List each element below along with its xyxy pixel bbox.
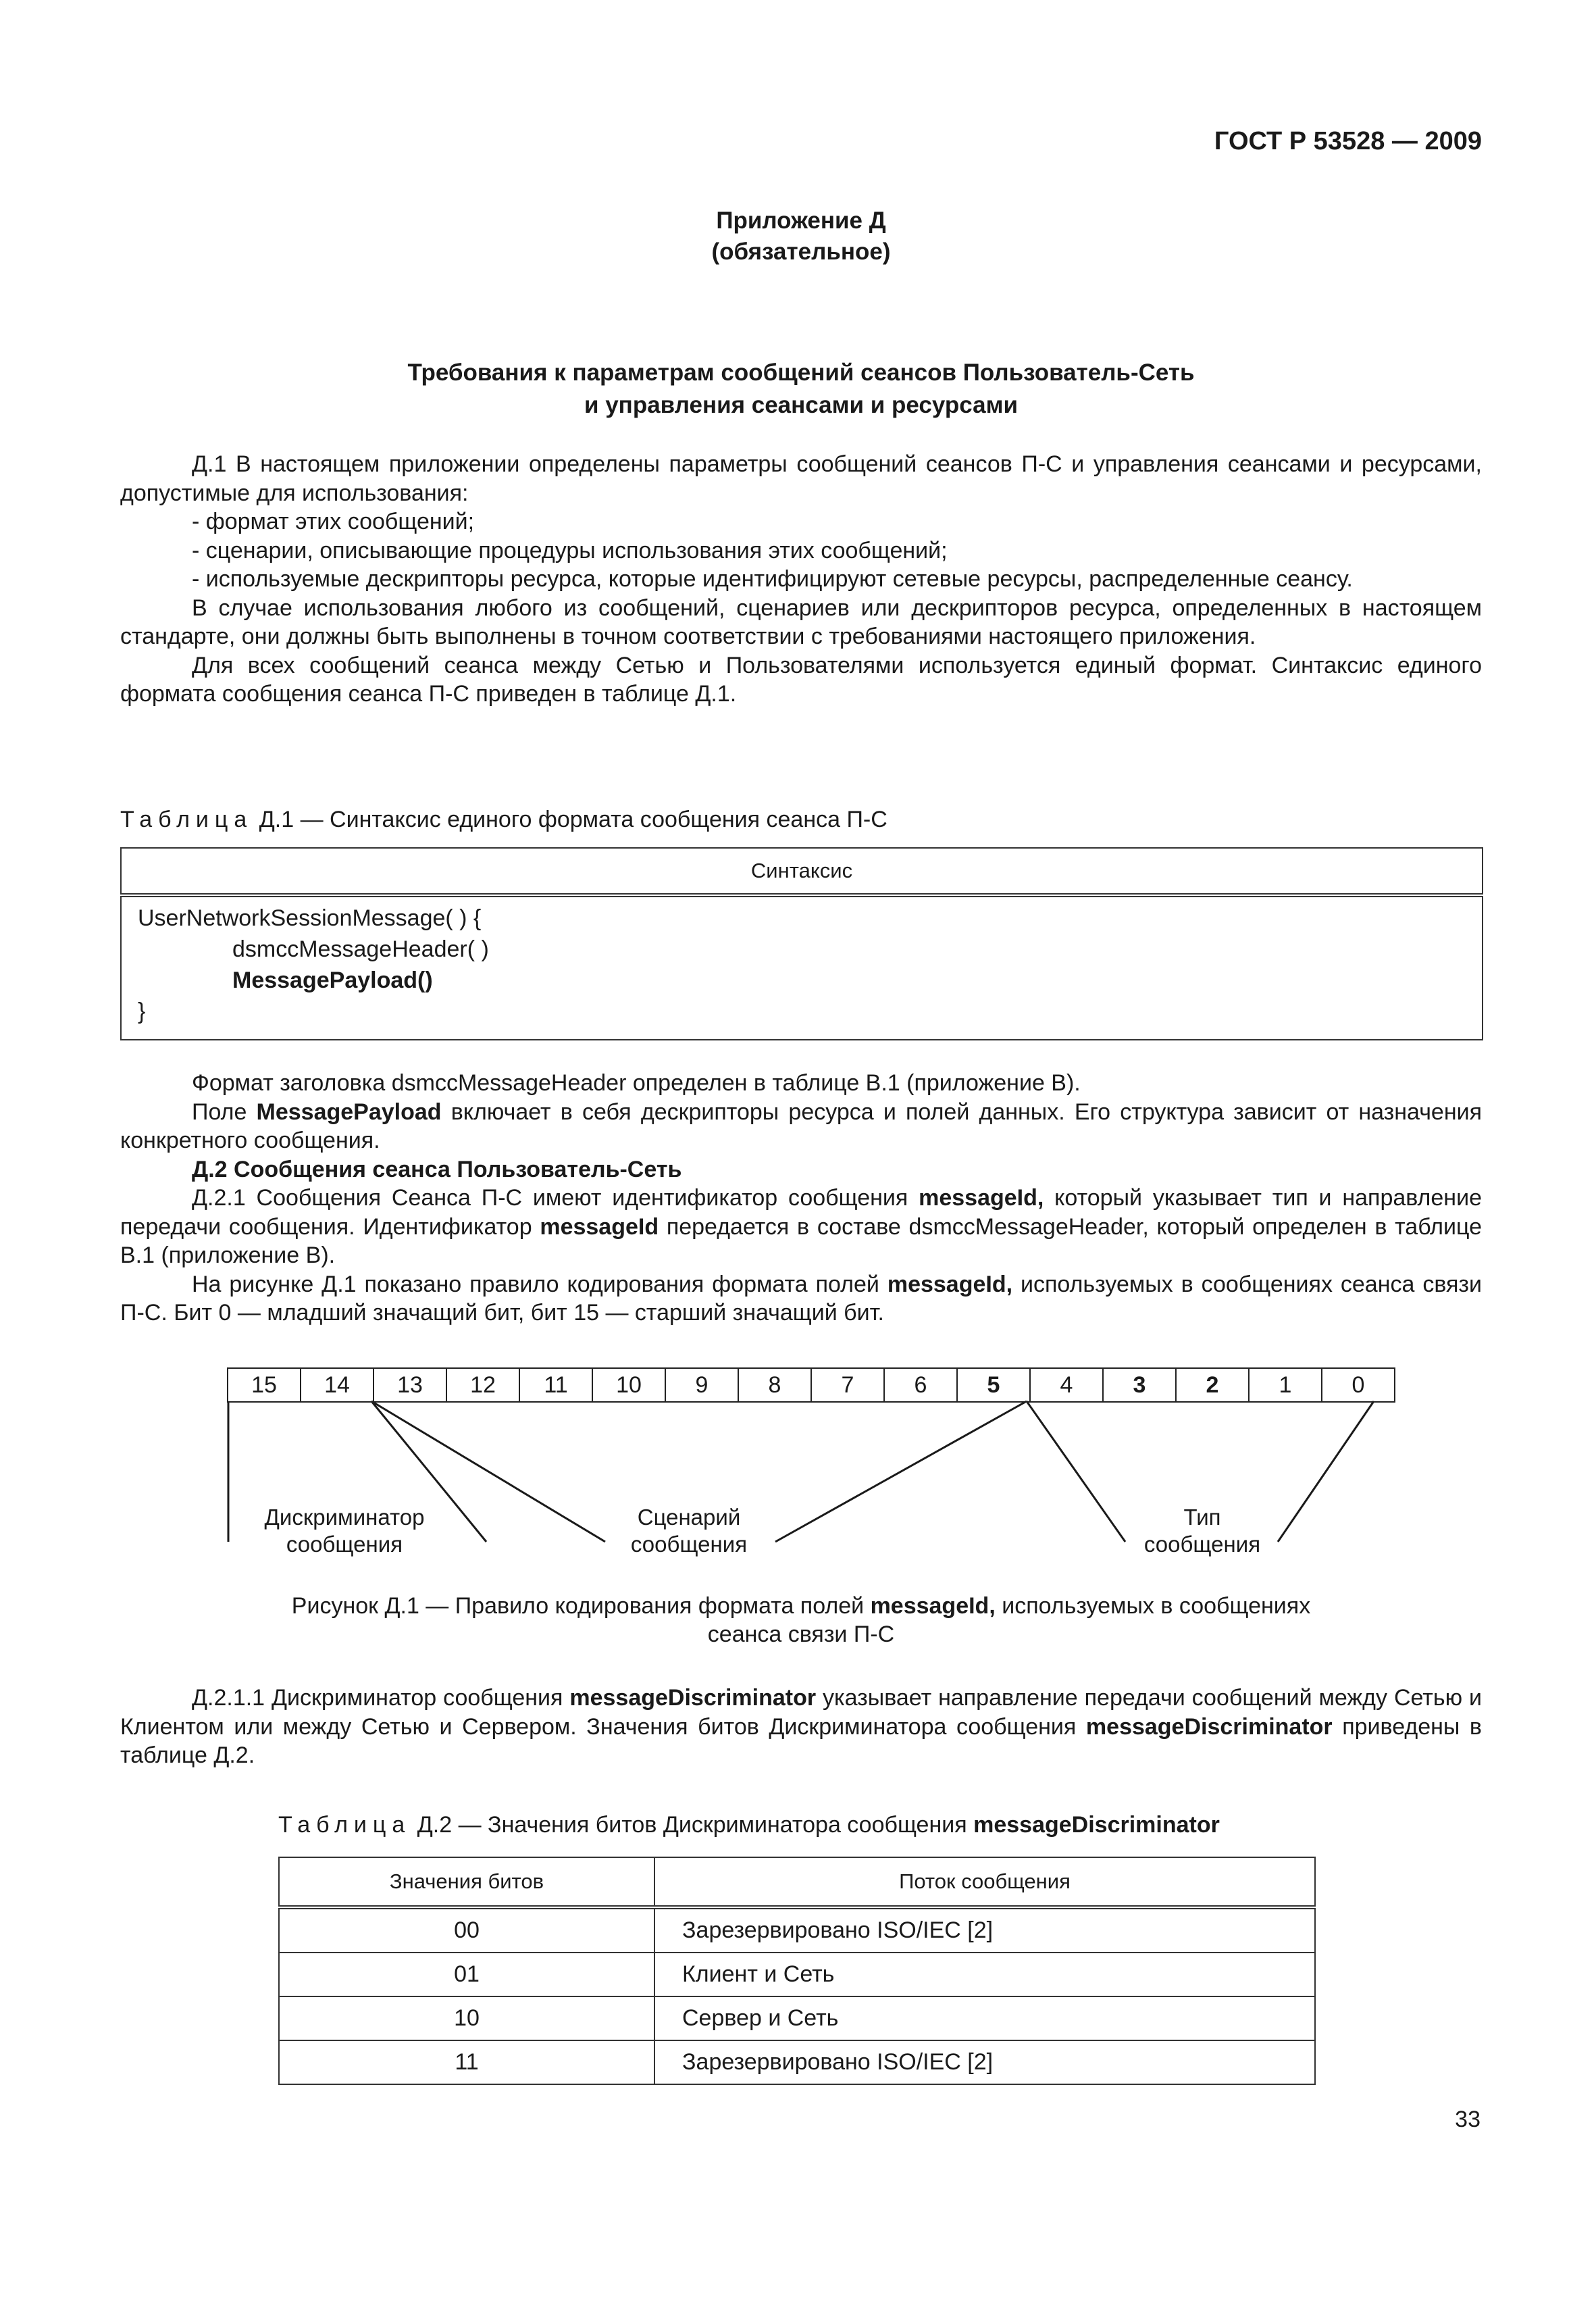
heading-line-1: Требования к параметрам сообщений сеансов Пользователь-Сеть <box>407 359 1195 386</box>
text-run: который указывает тип и направление передачи сообщения. Идентификатор <box>120 1185 1482 1240</box>
bit-cell: 2 <box>1175 1367 1250 1403</box>
table-caption-prefix: Таблица <box>120 807 253 832</box>
section-heading-text: Д.2 Сообщения сеанса Пользователь-Сеть <box>192 1156 682 1182</box>
intro-paragraph-1: Д.1 В настоящем приложении определены параметры сообщений сеансов П-С и управления сеансами и ресурсами, допустимые для использования: <box>120 451 1482 506</box>
bit-cell: 3 <box>1102 1367 1177 1403</box>
label-line: сообщения <box>286 1532 403 1557</box>
table-cell: 10 <box>279 1996 654 2040</box>
text-run: передается в составе dsmccMessageHeader, который определен в таблице В.1 (приложение В). <box>120 1213 1482 1268</box>
document-code: ГОСТ Р 53528 — 2009 <box>1214 127 1482 155</box>
heading-line-2: и управления сеансами и ресурсами <box>584 392 1019 418</box>
label-line: сообщения <box>1143 1532 1261 1557</box>
table2-caption <box>278 1811 1220 1839</box>
text-run: Д.2.1.1 Дискриминатор сообщения <box>192 1685 570 1711</box>
bit-cell: 4 <box>1029 1367 1104 1403</box>
list-item: - сценарии, описывающие процедуры использования этих сообщений; <box>192 537 948 563</box>
label-discriminator <box>243 1504 446 1558</box>
paragraph-header-format: Формат заголовка dsmccMessageHeader определен в таблице В.1 (приложение В). <box>192 1070 1081 1096</box>
table-cell: Клиент и Сеть <box>654 1953 1315 1996</box>
bit-cell: 10 <box>592 1367 666 1403</box>
code-line: UserNetworkSessionMessage( ) { <box>138 905 482 931</box>
text-run: включает в себя дескрипторы ресурса и полей данных. Его структура зависит от назначения конкретного сообщения. <box>120 1099 1482 1153</box>
text-run: Рисунок Д.1 — Правило кодирования формата полей <box>291 1593 871 1619</box>
annex-status: (обязательное) <box>711 238 891 265</box>
bit-cell: 5 <box>956 1367 1031 1403</box>
bit-cell: 8 <box>738 1367 812 1403</box>
text-run: На рисунке Д.1 показано правило кодирования формата полей <box>192 1271 887 1297</box>
bit-cell: 15 <box>227 1367 301 1403</box>
code-line-bold: MessagePayload() <box>232 967 433 993</box>
label-line: сообщения <box>630 1532 748 1557</box>
figure-caption <box>120 1592 1482 1649</box>
table-cell: 01 <box>279 1953 654 1996</box>
intro-paragraph-2: В случае использования любого из сообщений, сценариев или дескрипторов ресурса, определенных в настоящем стандарте, они должны быть выполнены в точном соответствии с требованиями настоящего приложения. <box>120 595 1482 649</box>
bit-cell: 14 <box>300 1367 374 1403</box>
paragraph-discriminator <box>120 1684 1482 1770</box>
discriminator-section <box>120 1684 1482 1770</box>
table-header-cell: Синтаксис <box>121 848 1483 895</box>
table-cell: Зарезервировано ISO/IEC [2] <box>654 1907 1315 1953</box>
bit-cell: 0 <box>1321 1367 1395 1403</box>
text-run-bold: messageDiscriminator <box>1085 1713 1333 1740</box>
bit-cell: 7 <box>810 1367 885 1403</box>
table-row <box>279 1953 1315 1996</box>
table-cell: 00 <box>279 1907 654 1953</box>
table-row <box>279 1996 1315 2040</box>
table-cell: Зарезервировано ISO/IEC [2] <box>654 2040 1315 2084</box>
text-run-bold: messageId, <box>919 1185 1044 1211</box>
figure-caption-line-2: сеанса связи П-С <box>707 1621 895 1647</box>
column-header-message-flow: Поток сообщения <box>654 1857 1315 1907</box>
table-caption-bold: messageDiscriminator <box>973 1812 1220 1838</box>
text-run-bold: MessagePayload <box>256 1099 442 1125</box>
column-header-bit-values: Значения битов <box>279 1857 654 1907</box>
connector-line <box>775 1401 1027 1542</box>
label-line: Дискриминатор <box>264 1505 425 1530</box>
table-row <box>279 1907 1315 1953</box>
page-number: 33 <box>1455 2107 1481 2132</box>
table-cell: Сервер и Сеть <box>654 1996 1315 2040</box>
annex-name: Приложение Д <box>716 207 886 234</box>
text-run: используемых в сообщениях сеанса связи П-С. Бит 0 — младший значащий бит, бит 15 — старший значащий бит. <box>120 1271 1483 1326</box>
bit-cell: 12 <box>446 1367 520 1403</box>
text-run-bold: messageId, <box>870 1593 996 1619</box>
list-item: - используемые дескрипторы ресурса, которые идентифицируют сетевые ресурсы, распределенные сеансу. <box>192 566 1353 592</box>
table-cell: 11 <box>279 2040 654 2084</box>
text-run-bold: messageDiscriminator <box>569 1685 817 1711</box>
bit-cell: 6 <box>883 1367 958 1403</box>
bit-cell: 9 <box>665 1367 739 1403</box>
text-run: приведены в таблице Д.2. <box>120 1713 1482 1768</box>
code-line: } <box>138 999 146 1024</box>
text-run: используемых в сообщениях <box>995 1593 1311 1619</box>
table-caption-prefix: Таблица <box>278 1812 411 1838</box>
text-run-bold: messageId <box>540 1213 659 1240</box>
code-line: dsmccMessageHeader( ) <box>232 936 489 962</box>
bit-field-row <box>228 1367 1395 1403</box>
text-run-bold: messageId, <box>887 1271 1013 1297</box>
table-row <box>279 2040 1315 2084</box>
figure-caption-line-1 <box>120 1592 1482 1620</box>
intro-paragraph-3: Для всех сообщений сеанса между Сетью и Пользователями используется единый формат. Синтаксис единого формата сообщения сеанса П-С приведен в таблице Д.1. <box>120 652 1482 707</box>
label-scenario <box>594 1504 783 1558</box>
label-line: Тип <box>1183 1505 1221 1530</box>
bit-cell: 11 <box>519 1367 593 1403</box>
text-run: Поле <box>192 1099 257 1125</box>
table-caption-text: Д.2 — Значения битов Дискриминатора сообщения <box>411 1812 974 1838</box>
text-run: Д.2.1 Сообщения Сеанса П-С имеют идентификатор сообщения <box>192 1185 919 1211</box>
bit-cell: 1 <box>1248 1367 1322 1403</box>
bit-cell: 13 <box>373 1367 447 1403</box>
list-item: - формат этих сообщений; <box>192 509 475 534</box>
label-line: Сценарий <box>637 1505 741 1530</box>
discriminator-values-table <box>278 1857 1316 2085</box>
text-run: указывает направление передачи сообщений между Сетью и Клиентом или между Сетью и Сервером. Значения битов Дискриминатора сообщения <box>120 1685 1482 1740</box>
table-caption-text: Д.1 — Синтаксис единого формата сообщения сеанса П-С <box>253 807 887 832</box>
label-type <box>1108 1504 1297 1558</box>
